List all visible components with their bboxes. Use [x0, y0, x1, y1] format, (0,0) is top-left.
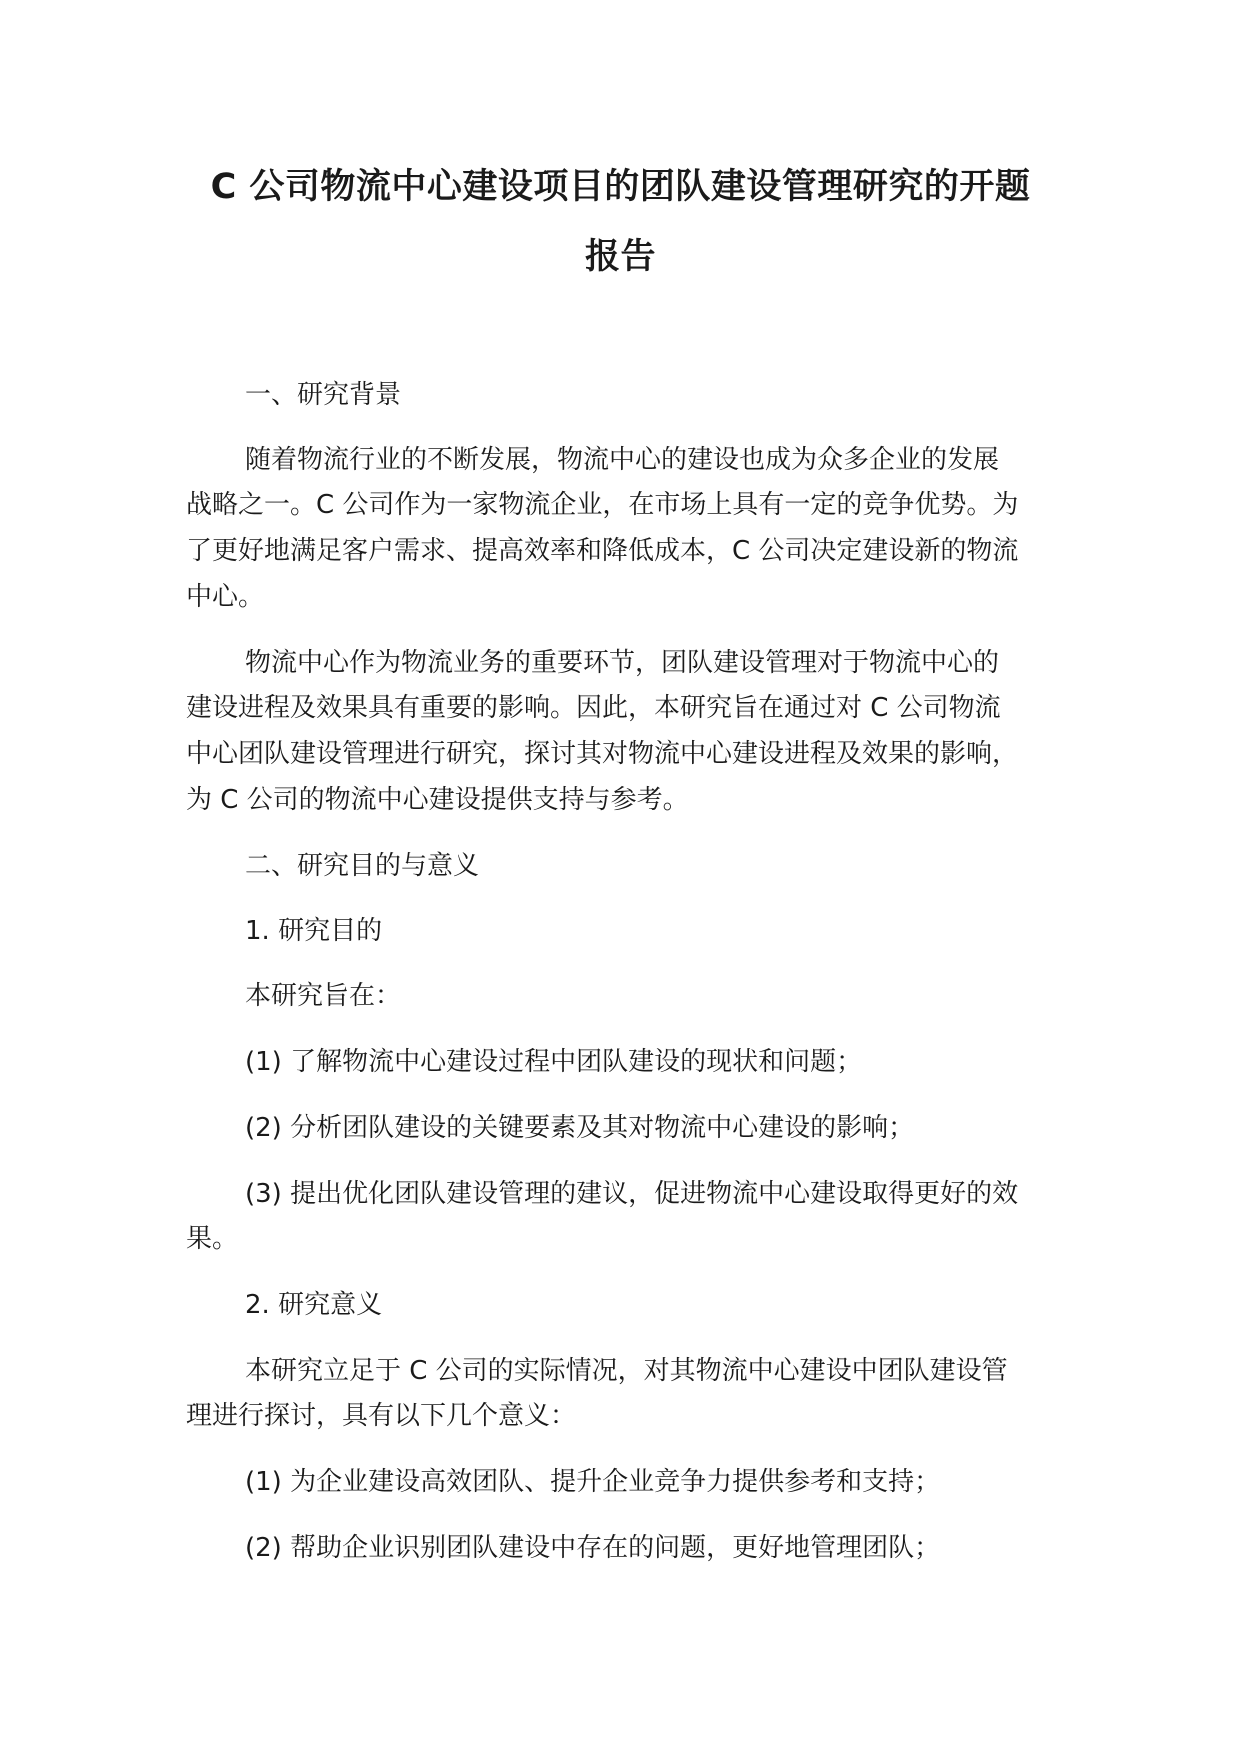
paragraph-line: 建设进程及效果具有重要的影响。因此，本研究旨在通过对 C 公司物流 — [186, 693, 1001, 723]
paragraph-line: 了更好地满足客户需求、提高效率和降低成本，C 公司决定建设新的物流 — [186, 536, 1019, 566]
paragraph-line: 中心团队建设管理进行研究，探讨其对物流中心建设进程及效果的影响， — [186, 739, 1019, 769]
paragraph-line: 战略之一。C 公司作为一家物流企业，在市场上具有一定的竞争优势。为 — [186, 490, 1019, 520]
subheading-research-purpose: 1. 研究目的 — [245, 916, 383, 946]
list-item: (1) 了解物流中心建设过程中团队建设的现状和问题； — [245, 1047, 863, 1077]
list-item: (1) 为企业建设高效团队、提升企业竞争力提供参考和支持； — [245, 1467, 941, 1497]
list-item: (2) 分析团队建设的关键要素及其对物流中心建设的影响； — [245, 1113, 915, 1143]
list-item-continuation: 果。 — [186, 1224, 239, 1254]
paragraph-line: 物流中心作为物流业务的重要环节，团队建设管理对于物流中心的 — [245, 648, 1000, 678]
section-heading-purpose: 二、研究目的与意义 — [245, 851, 480, 881]
section-heading-background: 一、研究背景 — [245, 380, 402, 410]
paragraph-line: 中心。 — [186, 582, 265, 612]
paragraph-line: 本研究立足于 C 公司的实际情况，对其物流中心建设中团队建设管 — [245, 1356, 1008, 1386]
document-title-line-1: C 公司物流中心建设项目的团队建设管理研究的开题 — [210, 167, 1031, 207]
subheading-research-significance: 2. 研究意义 — [245, 1290, 383, 1320]
paragraph-line: 随着物流行业的不断发展，物流中心的建设也成为众多企业的发展 — [245, 445, 1000, 475]
list-item: (3) 提出优化团队建设管理的建议，促进物流中心建设取得更好的效 — [245, 1179, 1019, 1209]
document-title-line-2: 报告 — [584, 237, 656, 277]
paragraph-line: 本研究旨在： — [245, 981, 402, 1011]
paragraph-line: 理进行探讨，具有以下几个意义： — [186, 1401, 577, 1431]
paragraph-line: 为 C 公司的物流中心建设提供支持与参考。 — [186, 785, 689, 815]
list-item: (2) 帮助企业识别团队建设中存在的问题，更好地管理团队； — [245, 1533, 941, 1563]
